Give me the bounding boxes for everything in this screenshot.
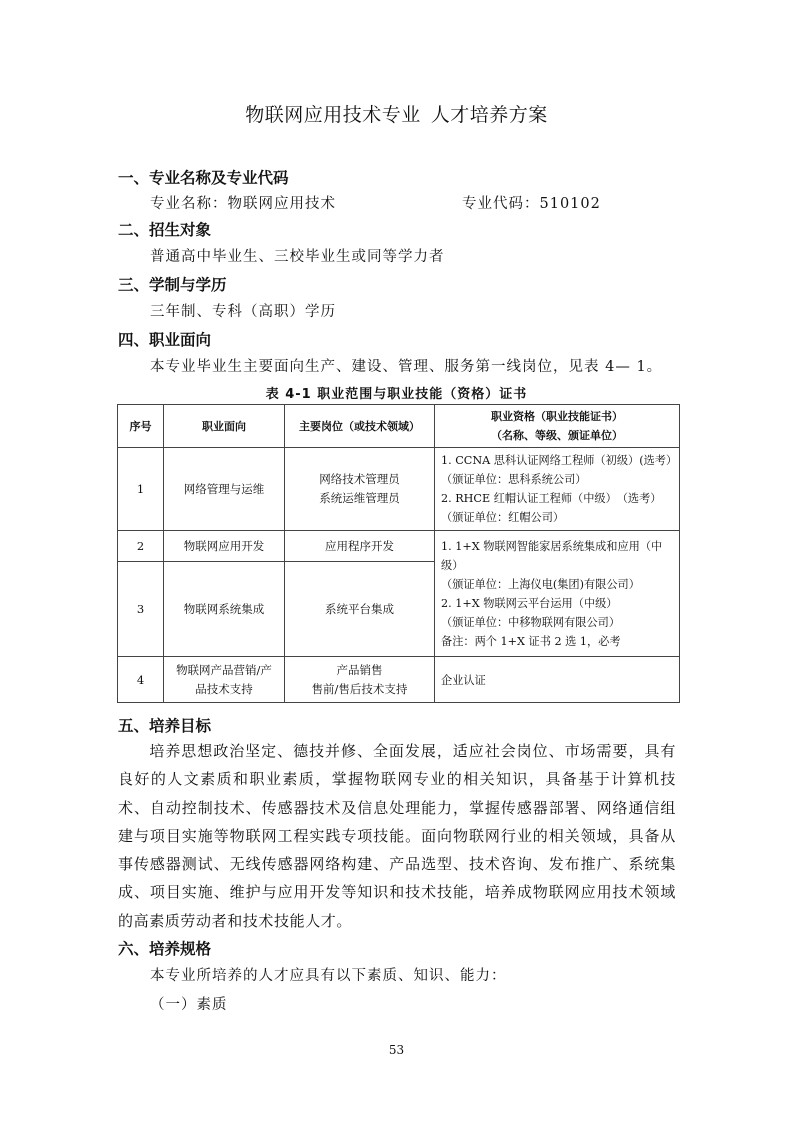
row1-post-line2: 系统运维管理员 bbox=[319, 491, 400, 505]
major-code: 专业代码：510102 bbox=[462, 196, 601, 212]
section-heading-4: 四、职业面向 bbox=[118, 331, 212, 349]
section-heading-2: 二、招生对象 bbox=[118, 221, 212, 239]
shared-qual-line1: 1. 1+X 物联网智能家居系统集成和应用（中 bbox=[441, 539, 663, 553]
row1-qual-line2: （颁证单位：思科系统公司） bbox=[441, 473, 587, 486]
row4-post-line1: 产品销售 bbox=[336, 662, 383, 677]
table-row bbox=[118, 448, 680, 531]
goals-text: 培养思想政治坚定、德技并修、全面发展，适应社会岗位、市场需要，具有良好的人文素质和职业素质，掌握物联网专业的相关知识，具备基于计算机技术、自动控制技术、传感器技术及信息处理能力，掌握传感器部署、网络通信组建与项目实施等物联网工程实践专项技能。面向物联网行业的相关领域，具备从事传感器测试、无线传感器网络构建、产品选型、技术咨询、发布推广、系统集成、项目实施、维护与应用开发等知识和技术技能，培养成物联网应用技术领域的高素质劳动者和技术技能人才。 bbox=[118, 742, 676, 930]
row2-post: 应用程序开发 bbox=[285, 531, 435, 562]
row2-field: 物联网应用开发 bbox=[164, 531, 285, 562]
row4-post bbox=[285, 657, 435, 703]
spec-text: 本专业所培养的人才应具有以下素质、知识、能力： bbox=[150, 968, 507, 984]
section-heading-3: 三、学制与学历 bbox=[118, 276, 227, 294]
subsection-quality: （一）素质 bbox=[150, 997, 228, 1013]
career-text: 本专业毕业生主要面向生产、建设、管理、服务第一线岗位，见表 4— 1。 bbox=[150, 359, 663, 375]
header-qual bbox=[435, 405, 680, 448]
row3-post: 系统平台集成 bbox=[285, 562, 435, 657]
row1-qual-line4: （颁证单位：红帽公司） bbox=[441, 511, 565, 524]
row4-post-line2: 售前/售后技术支持 bbox=[311, 681, 408, 696]
row4-no: 4 bbox=[118, 657, 164, 703]
schooling-text: 三年制、专科（高职）学历 bbox=[150, 304, 336, 320]
section-heading-1: 一、专业名称及专业代码 bbox=[118, 169, 289, 187]
header-qual-line1: 职业资格（职业技能证书） bbox=[491, 410, 623, 423]
career-table bbox=[117, 404, 680, 703]
section-heading-6: 六、培养规格 bbox=[118, 940, 212, 958]
row1-post-line1: 网络技术管理员 bbox=[319, 472, 400, 486]
shared-qual-line2: 级） bbox=[441, 558, 464, 572]
row1-post bbox=[285, 448, 435, 531]
row4-qual: 企业认证 bbox=[435, 657, 680, 703]
section-heading-5: 五、培养目标 bbox=[118, 717, 212, 735]
page-title bbox=[0, 100, 793, 127]
row3-no: 3 bbox=[118, 562, 164, 657]
table-row bbox=[118, 531, 680, 562]
row1-qual-line1: 1. CCNA 思科认证网络工程师（初级）(选考） bbox=[441, 454, 678, 467]
row1-qual-line3: 2. RHCE 红帽认证工程师（中级） （选考） bbox=[441, 492, 662, 505]
shared-qual-line5: （颁证单位：中移物联网有限公司） bbox=[441, 615, 621, 629]
page-title-main: 物联网应用技术专业 bbox=[245, 104, 421, 126]
header-field: 职业面向 bbox=[164, 405, 285, 448]
table-caption: 表 4-1 职业范围与职业技能（资格）证书 bbox=[265, 387, 528, 402]
row4-field-line1: 物联网产品营销/产 bbox=[176, 662, 272, 677]
row1-qual bbox=[435, 448, 680, 531]
shared-qual-line4: 2. 1+X 物联网云平台运用（中级） bbox=[441, 596, 618, 610]
header-post: 主要岗位（或技术领域） bbox=[285, 405, 435, 448]
row2-no: 2 bbox=[118, 531, 164, 562]
goals-paragraph bbox=[118, 737, 676, 935]
row4-field bbox=[164, 657, 285, 703]
enrollment-text: 普通高中毕业生、三校毕业生或同等学力者 bbox=[150, 249, 445, 265]
shared-qual-line6: 备注：两个 1+X 证书 2 选 1，必考 bbox=[441, 634, 621, 648]
row4-field-line2: 品技术支持 bbox=[195, 681, 253, 696]
page-number: 53 bbox=[388, 1043, 405, 1057]
page-title-sub: 人才培养方案 bbox=[430, 104, 548, 126]
header-qual-line2: （名称、等级、颁证单位） bbox=[491, 429, 623, 442]
row2-3-qual bbox=[435, 531, 680, 657]
table-header-row bbox=[118, 405, 680, 448]
header-no: 序号 bbox=[118, 405, 164, 448]
shared-qual-line3: （颁证单位：上海仪电(集团)有限公司） bbox=[441, 577, 640, 591]
major-name: 专业名称：物联网应用技术 bbox=[150, 196, 336, 212]
row1-no: 1 bbox=[118, 448, 164, 531]
row1-field: 网络管理与运维 bbox=[164, 448, 285, 531]
table-row bbox=[118, 657, 680, 703]
row3-field: 物联网系统集成 bbox=[164, 562, 285, 657]
